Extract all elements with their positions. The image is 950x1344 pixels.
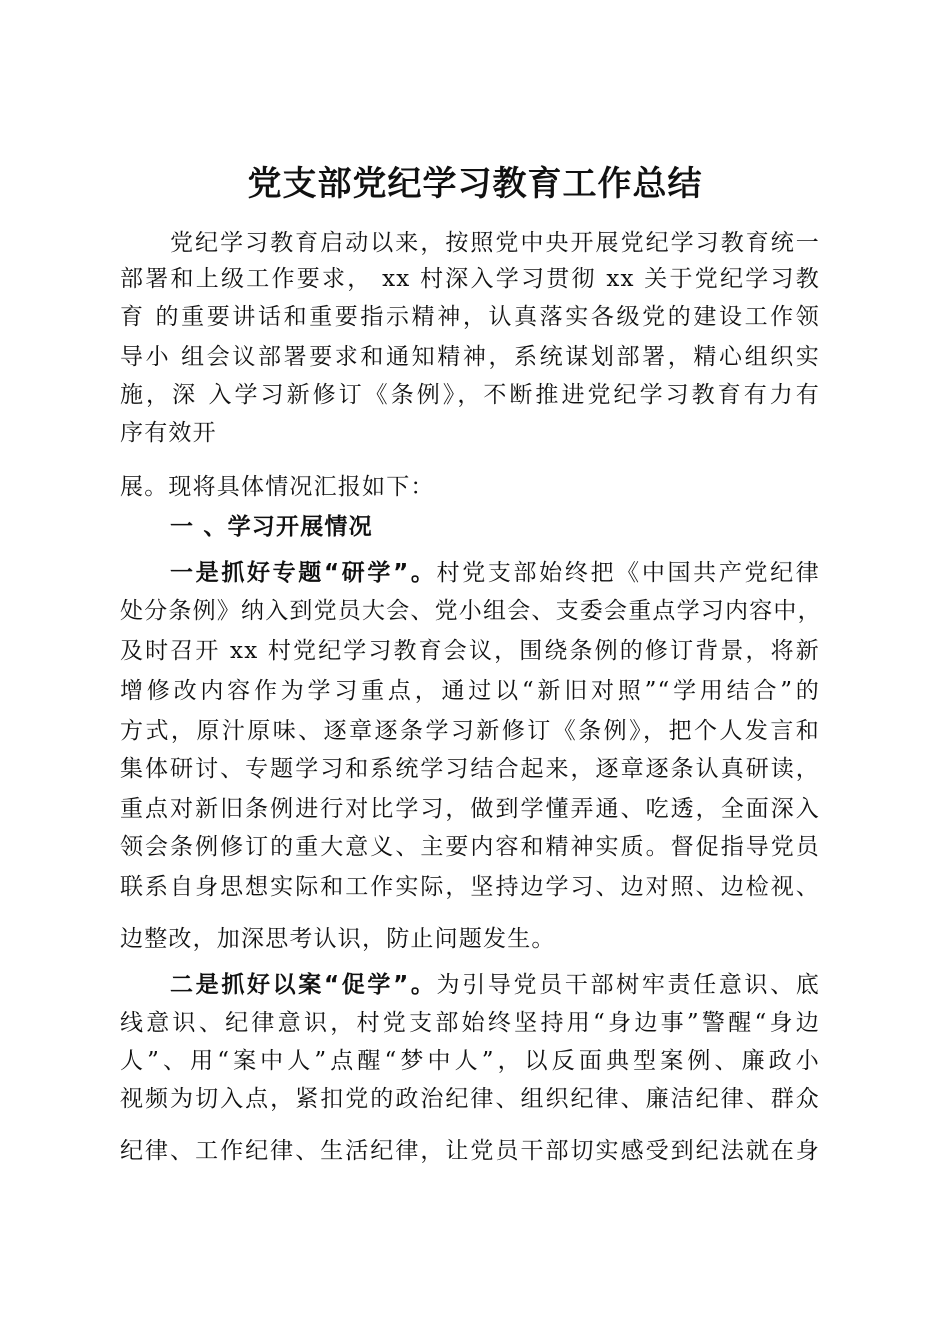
intro-line: 施，深 入学习新修订《条例》，不断推进党纪学习教育有力有 — [120, 382, 820, 408]
intro-line: 导小 组会议部署要求和通知精神，系统谋划部署，精心组织实 — [120, 344, 820, 370]
document-title: 党支部党纪学习教育工作总结 — [247, 164, 703, 204]
paragraph-line: 边整改，加深思考认识，防止问题发生。 — [120, 926, 556, 952]
intro-line: 育 的重要讲话和重要指示精神，认真落实各级党的建设工作领 — [120, 304, 820, 330]
paragraph-line: 增修改内容作为学习重点，通过以“新旧对照”“学用结合”的 — [120, 678, 820, 704]
paragraph-text: 为引导党员干部树牢责任意识、底 — [436, 972, 821, 998]
intro-line: 展。现将具体情况汇报如下： — [120, 474, 435, 500]
paragraph-line: 领会条例修订的重大意义、主要内容和精神实质。督促指导党员 — [120, 834, 820, 860]
paragraph-line: 处分条例》纳入到党员大会、党小组会、支委会重点学习内容中， — [120, 598, 822, 624]
intro-line: 党纪学习教育启动以来，按照党中央开展党纪学习教育统一 — [170, 230, 820, 256]
intro-line: 部署和上级工作要求， xx 村深入学习贯彻 xx 关于党纪学习教 — [120, 266, 820, 292]
paragraph-text: 村党支部始终把《中国共产党纪律 — [436, 560, 821, 586]
paragraph-line: 重点对新旧条例进行对比学习，做到学懂弄通、吃透，全面深入 — [120, 796, 820, 822]
paragraph-lead: 二是抓好以案“促学”。 — [170, 972, 437, 998]
paragraph-first-line — [170, 556, 820, 590]
paragraph-line: 方式，原汁原味、逐章逐条学习新修订《条例》，把个人发言和 — [120, 718, 820, 744]
paragraph-line: 及时召开 xx 村党纪学习教育会议，围绕条例的修订背景，将新 — [120, 638, 820, 664]
section-heading: 一 、学习开展情况 — [170, 514, 373, 540]
paragraph-line: 联系自身思想实际和工作实际，坚持边学习、边对照、边检视、 — [120, 874, 820, 900]
paragraph-line: 纪律、工作纪律、生活纪律，让党员干部切实感受到纪法就在身 — [120, 1138, 820, 1164]
paragraph-lead: 一是抓好专题“研学”。 — [170, 560, 437, 586]
paragraph-line: 人”、用“案中人”点醒“梦中人”，以反面典型案例、廉政小 — [120, 1048, 820, 1074]
paragraph-first-line — [170, 968, 820, 1002]
paragraph-line: 集体研讨、专题学习和系统学习结合起来，逐章逐条认真研读， — [120, 756, 820, 782]
intro-line: 序有效开 — [120, 420, 217, 446]
paragraph-line: 线意识、纪律意识，村党支部始终坚持用“身边事”警醒“身边 — [120, 1010, 820, 1036]
paragraph-line: 视频为切入点，紧扣党的政治纪律、组织纪律、廉洁纪律、群众 — [120, 1086, 820, 1112]
